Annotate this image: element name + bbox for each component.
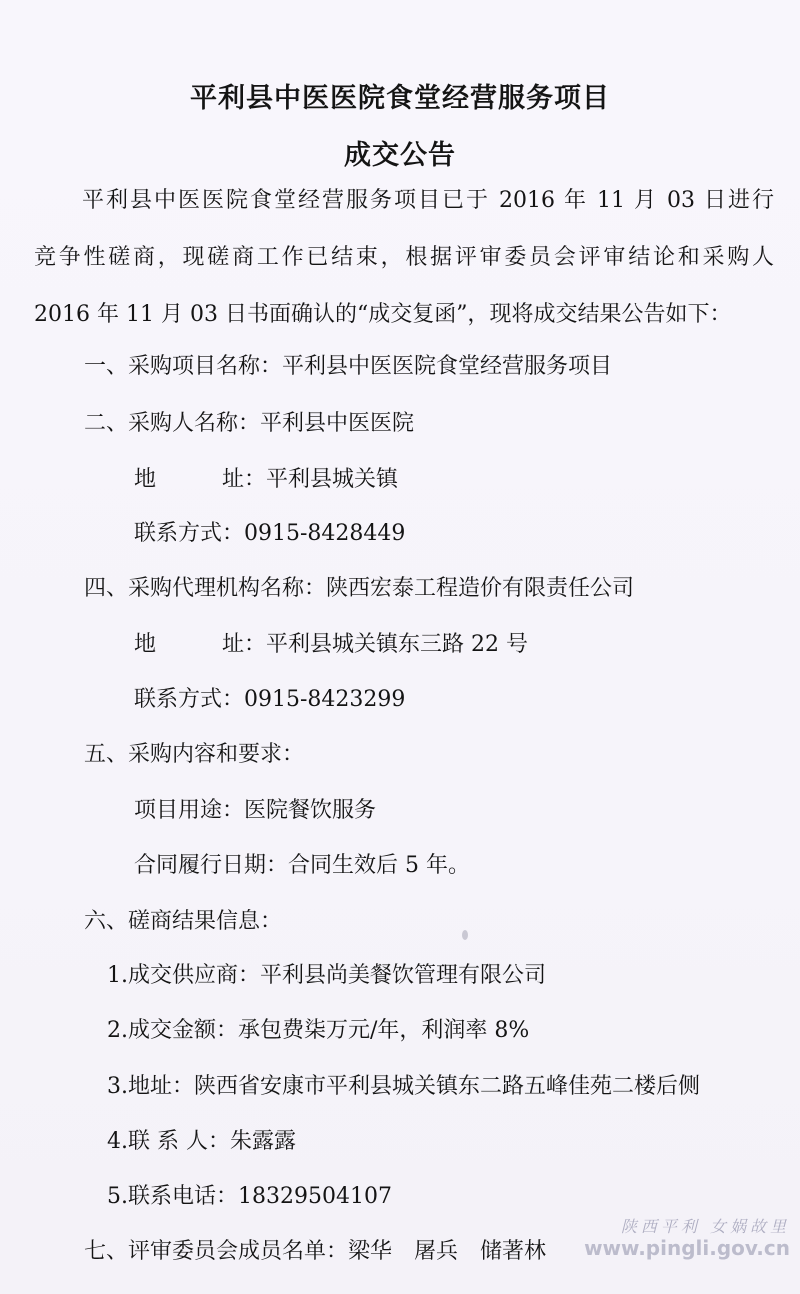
result-address: 3.地址：陕西省安康市平利县城关镇东二路五峰佳苑二楼后侧 xyxy=(107,1074,700,1099)
section-committee: 七、评审委员会成员名单：梁华 屠兵 储著林 xyxy=(84,1239,547,1264)
agency-address xyxy=(134,630,528,660)
site-watermark xyxy=(584,1214,790,1264)
contract-term: 合同履行日期：合同生效后 5 年。 xyxy=(134,853,470,878)
watermark-slogan: 陕西平利 女娲故里 xyxy=(620,1217,790,1236)
result-contact-person: 4.联 系 人：朱露露 xyxy=(107,1129,296,1154)
address-label-char: 地 xyxy=(134,467,157,492)
section-result: 六、磋商结果信息： xyxy=(84,909,283,934)
agency-contact: 联系方式：0915-8423299 xyxy=(134,687,406,712)
intro-line: 平利县中医医院食堂经营服务项目已于 2016 年 11 月 03 日进行 xyxy=(82,188,774,213)
result-supplier: 1.成交供应商：平利县尚美餐饮管理有限公司 xyxy=(107,963,546,988)
address-label-char: 地 xyxy=(134,632,157,657)
result-amount: 2.成交金额：承包费柒万元/年，利润率 8% xyxy=(107,1018,530,1043)
watermark-url: www.pingli.gov.cn xyxy=(584,1236,790,1260)
document-subtitle: 成交公告 xyxy=(344,140,456,171)
intro-line: 竞争性磋商，现磋商工作已结束，根据评审委员会评审结论和采购人 xyxy=(34,245,774,270)
result-phone: 5.联系电话：18329504107 xyxy=(107,1184,392,1209)
purchaser-contact: 联系方式：0915-8428449 xyxy=(134,521,406,546)
intro-line: 2016 年 11 月 03 日书面确认的“成交复函”，现将成交结果公告如下： xyxy=(34,302,732,327)
project-use: 项目用途：医院餐饮服务 xyxy=(134,798,377,823)
scan-speck xyxy=(462,930,468,940)
address-value: 址：平利县城关镇 xyxy=(222,467,399,492)
section-purchaser-name: 二、采购人名称：平利县中医医院 xyxy=(84,411,415,436)
intro-paragraph xyxy=(34,186,774,330)
section-project-name: 一、采购项目名称：平利县中医医院食堂经营服务项目 xyxy=(84,354,613,379)
purchaser-address xyxy=(134,465,398,495)
section-content: 五、采购内容和要求： xyxy=(84,742,305,767)
address-value: 址：平利县城关镇东三路 22 号 xyxy=(222,632,528,657)
document-title: 平利县中医医院食堂经营服务项目 xyxy=(190,83,610,114)
section-agency-name: 四、采购代理机构名称：陕西宏泰工程造价有限责任公司 xyxy=(84,576,635,601)
